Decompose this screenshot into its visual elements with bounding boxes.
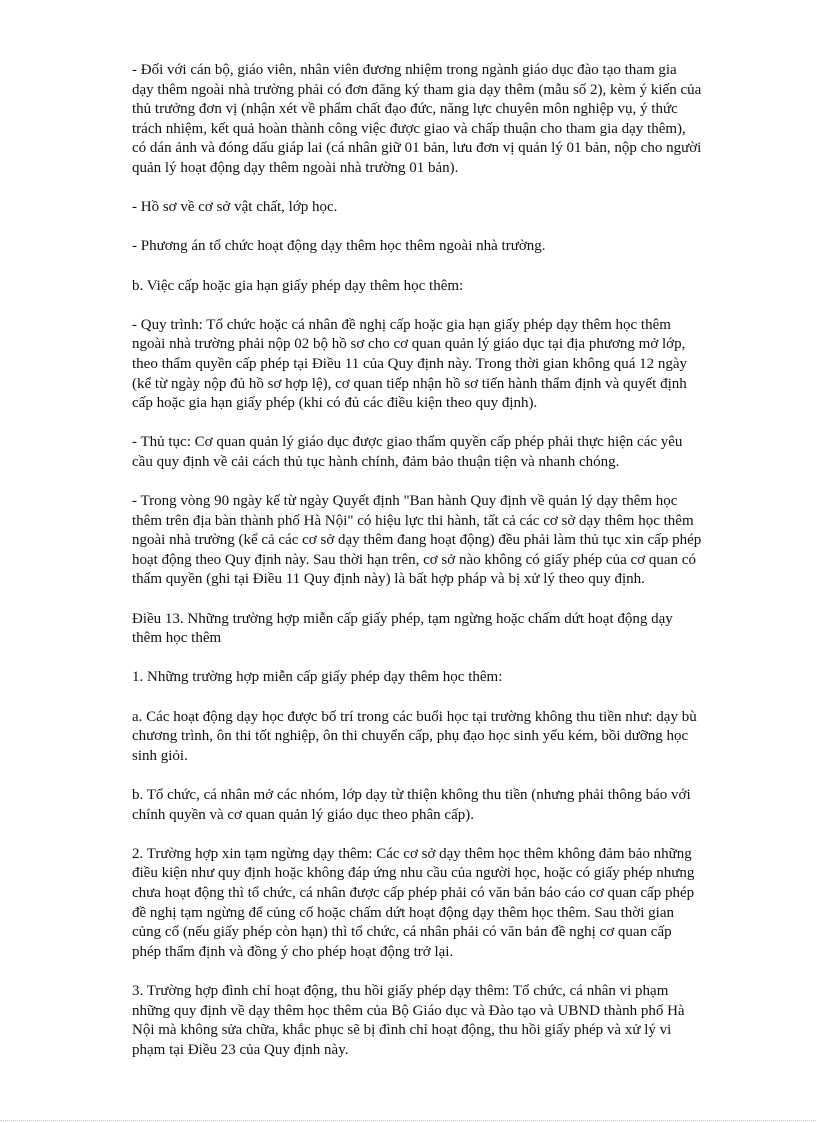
article-13-heading: Điều 13. Những trường hợp miễn cấp giấy phép, tạm ngừng hoặc chấm dứt hoạt động dạy thêm học thêm bbox=[132, 610, 673, 647]
paragraph-organization-plan: - Phương án tổ chức hoạt động dạy thêm học thêm ngoài nhà trường. bbox=[132, 238, 546, 255]
paragraph-exemption-heading: 1. Những trường hợp miễn cấp giấy phép dạy thêm học thêm: bbox=[132, 669, 503, 686]
page-bottom-divider bbox=[0, 1120, 816, 1121]
paragraph-revocation: 3. Trường hợp đình chỉ hoạt động, thu hồi giấy phép dạy thêm: Tổ chức, cá nhân vi phạm những quy định về dạy thêm học thêm của Bộ Giáo dục và Đào tạo và UBND thành phố Hà Nội mà không sửa chữa, khắc phục sẽ bị đình chỉ hoạt động, thu hồi giấy phép và xử lý vi phạm tại Điều 23 của Quy định này. bbox=[132, 982, 685, 1058]
paragraph-administrative: - Thủ tục: Cơ quan quản lý giáo dục được giao thẩm quyền cấp phép phải thực hiện các yêu cầu quy định về cải cách thủ tục hành chính, đảm bảo thuận tiện và nhanh chóng. bbox=[132, 434, 683, 470]
paragraph-temporary-suspension: 2. Trường hợp xin tạm ngừng dạy thêm: Các cơ sở dạy thêm học thêm không đảm bảo những điều kiện như quy định hoặc không đáp ứng nhu cầu của người học, hoặc có giấy phép nhưng chưa hoạt động thì tổ chức, cá nhân được cấp phép phải có văn bản báo cáo cơ quan cấp phép đề nghị tạm ngừng để củng cố hoặc chấm dứt hoạt động dạy thêm học thêm. Sau thời gian củng cố (nếu giấy phép còn hạn) thì tổ chức, cá nhân phải có văn bản đề nghị cơ quan cấp phép thẩm định và đồng ý cho phép hoạt động trở lại. bbox=[132, 845, 695, 960]
document-body bbox=[132, 61, 752, 1080]
paragraph-exemption-a: a. Các hoạt động dạy học được bố trí trong các buổi học tại trường không thu tiền như: dạy bù chương trình, ôn thi tốt nghiệp, ôn thi chuyển cấp, phụ đạo học sinh yếu kém, bồi dưỡng học sinh giỏi. bbox=[132, 708, 697, 764]
paragraph-90-days: - Trong vòng 90 ngày kể từ ngày Quyết định "Ban hành Quy định về quản lý dạy thêm học thêm trên địa bàn thành phố Hà Nội" có hiệu lực thi hành, tất cả các cơ sở dạy thêm học thêm ngoài nhà trường (kể cả các cơ sở dạy thêm đang hoạt động) đều phải làm thủ tục xin cấp phép hoạt động theo Quy định này. Sau thời hạn trên, cơ sở nào không có giấy phép của cơ quan có thẩm quyền (ghi tại Điều 11 Quy định này) là bất hợp pháp và bị xử lý theo quy định. bbox=[132, 493, 702, 588]
paragraph-procedure: - Quy trình: Tổ chức hoặc cá nhân đề nghị cấp hoặc gia hạn giấy phép dạy thêm học thêm ngoài nhà trường phải nộp 02 bộ hồ sơ cho cơ quan quản lý giáo dục tại địa phương mở lớp, theo thẩm quyền cấp phép tại Điều 11 của Quy định này. Trong thời gian không quá 12 ngày (kể từ ngày nộp đủ hồ sơ hợp lệ), cơ quan tiếp nhận hồ sơ tiến hành thẩm định và quyết định cấp hoặc gia hạn giấy phép (khi có đủ các điều kiện theo quy định). bbox=[132, 316, 688, 412]
paragraph-exemption-b: b. Tổ chức, cá nhân mở các nhóm, lớp dạy từ thiện không thu tiền (nhưng phải thông báo với chính quyền và cơ quan quản lý giáo dục theo phân cấp). bbox=[132, 786, 691, 823]
paragraph-teacher-registration: - Đối với cán bộ, giáo viên, nhân viên đương nhiệm trong ngành giáo dục đào tạo tham gia dạy thêm ngoài nhà trường phải có đơn đăng ký tham gia dạy thêm (mẫu số 2), kèm ý kiến của thủ trưởng đơn vị (nhận xét về phẩm chất đạo đức, năng lực chuyên môn nghiệp vụ, ý thức trách nhiệm, kết quả hoàn thành công việc được giao và chấp thuận cho tham gia dạy thêm), có dán ảnh và đóng dấu giáp lai (cá nhân giữ 01 bản, lưu đơn vị quản lý 01 bản, nộp cho người quản lý hoạt động dạy thêm ngoài nhà trường 01 bản). bbox=[132, 62, 702, 176]
paragraph-facilities-dossier: - Hồ sơ về cơ sở vật chất, lớp học. bbox=[132, 199, 338, 216]
paragraph-license-heading: b. Việc cấp hoặc gia hạn giấy phép dạy thêm học thêm: bbox=[132, 277, 464, 294]
